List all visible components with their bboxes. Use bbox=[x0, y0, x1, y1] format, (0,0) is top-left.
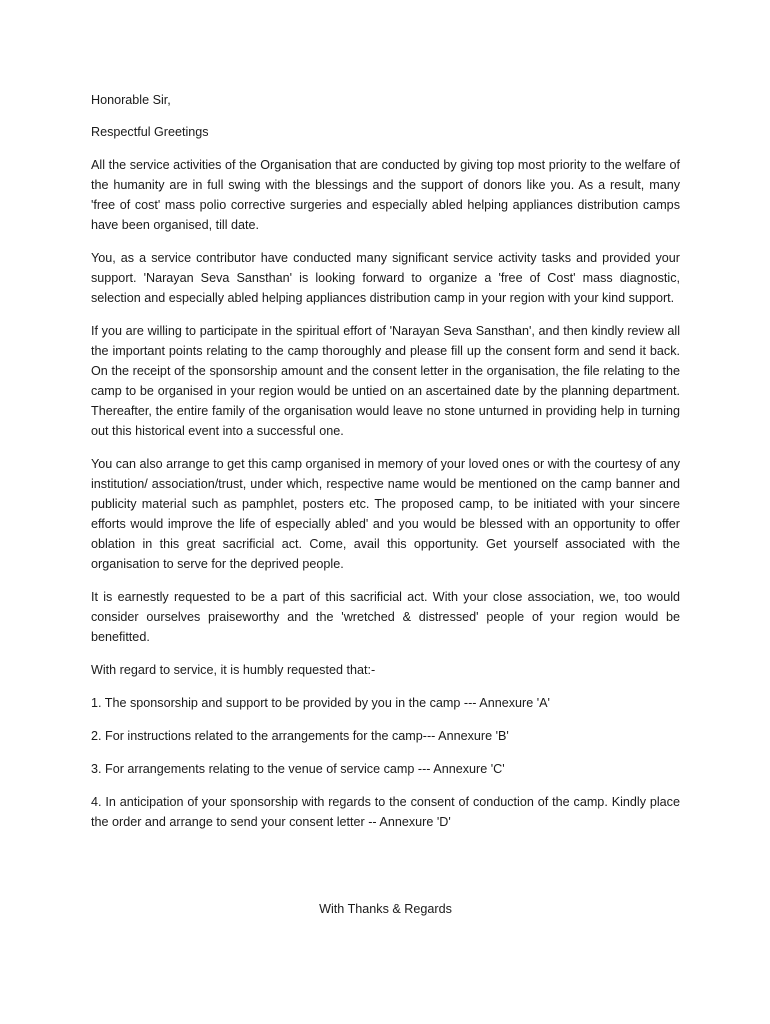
annexure-item-c: 3. For arrangements relating to the venue of service camp --- Annexure 'C' bbox=[91, 762, 505, 776]
paragraph-memory-arrangement: You can also arrange to get this camp organised in memory of your loved ones or with the courtesy of any institution/ association/trust, under which, respective name would be mentioned on the camp banner and publicity material such as pamphlet, posters etc. The proposed camp, to be initiated with your sincere efforts would improve the life of especially abled' and you would be blessed with an opportunity to offer oblation in this great sacrificial act. Come, avail this opportunity. Get yourself associated with the organisation to serve for the deprived people. bbox=[91, 457, 680, 571]
closing-regards: With Thanks & Regards bbox=[319, 902, 452, 916]
annexure-item-a: 1. The sponsorship and support to be provided by you in the camp --- Annexure 'A' bbox=[91, 696, 550, 710]
paragraph-earnest-request: It is earnestly requested to be a part of this sacrificial act. With your close association, we, too would consider ourselves praiseworthy and the 'wretched & distressed' people of your region would be benefitted. bbox=[91, 590, 680, 644]
paragraph-participation: If you are willing to participate in the spiritual effort of 'Narayan Seva Sansthan', and then kindly review all the important points relating to the camp thoroughly and please fill up the consent form and send it back. On the receipt of the sponsorship amount and the consent letter in the organisation, the file relating to the camp to be organised in your region would be untied on an ascertained date by the planning department. Thereafter, the entire family of the organisation would leave no stone unturned in providing help in turning out this historical event into a successful one. bbox=[91, 324, 680, 438]
letter-body bbox=[91, 90, 680, 916]
paragraph-service-activities: All the service activities of the Organisation that are conducted by giving top most priority to the welfare of the humanity are in full swing with the blessings and the support of donors like you. As a result, many 'free of cost' mass polio corrective surgeries and especially abled helping appliances distribution camps have been organised, till date. bbox=[91, 158, 680, 232]
request-intro: With regard to service, it is humbly requested that:- bbox=[91, 663, 376, 677]
greeting: Respectful Greetings bbox=[91, 125, 209, 139]
annexure-item-d: 4. In anticipation of your sponsorship with regards to the consent of conduction of the camp. Kindly place the order and arrange to send your consent letter -- Annexure 'D' bbox=[91, 795, 680, 829]
annexure-item-b: 2. For instructions related to the arrangements for the camp--- Annexure 'B' bbox=[91, 729, 509, 743]
salutation: Honorable Sir, bbox=[91, 93, 171, 107]
paragraph-camp-proposal: You, as a service contributor have conducted many significant service activity tasks and provided your support. 'Narayan Seva Sansthan' is looking forward to organize a 'free of Cost' mass diagnostic, selection and especially abled helping appliances distribution camp in your region with your kind support. bbox=[91, 251, 680, 305]
